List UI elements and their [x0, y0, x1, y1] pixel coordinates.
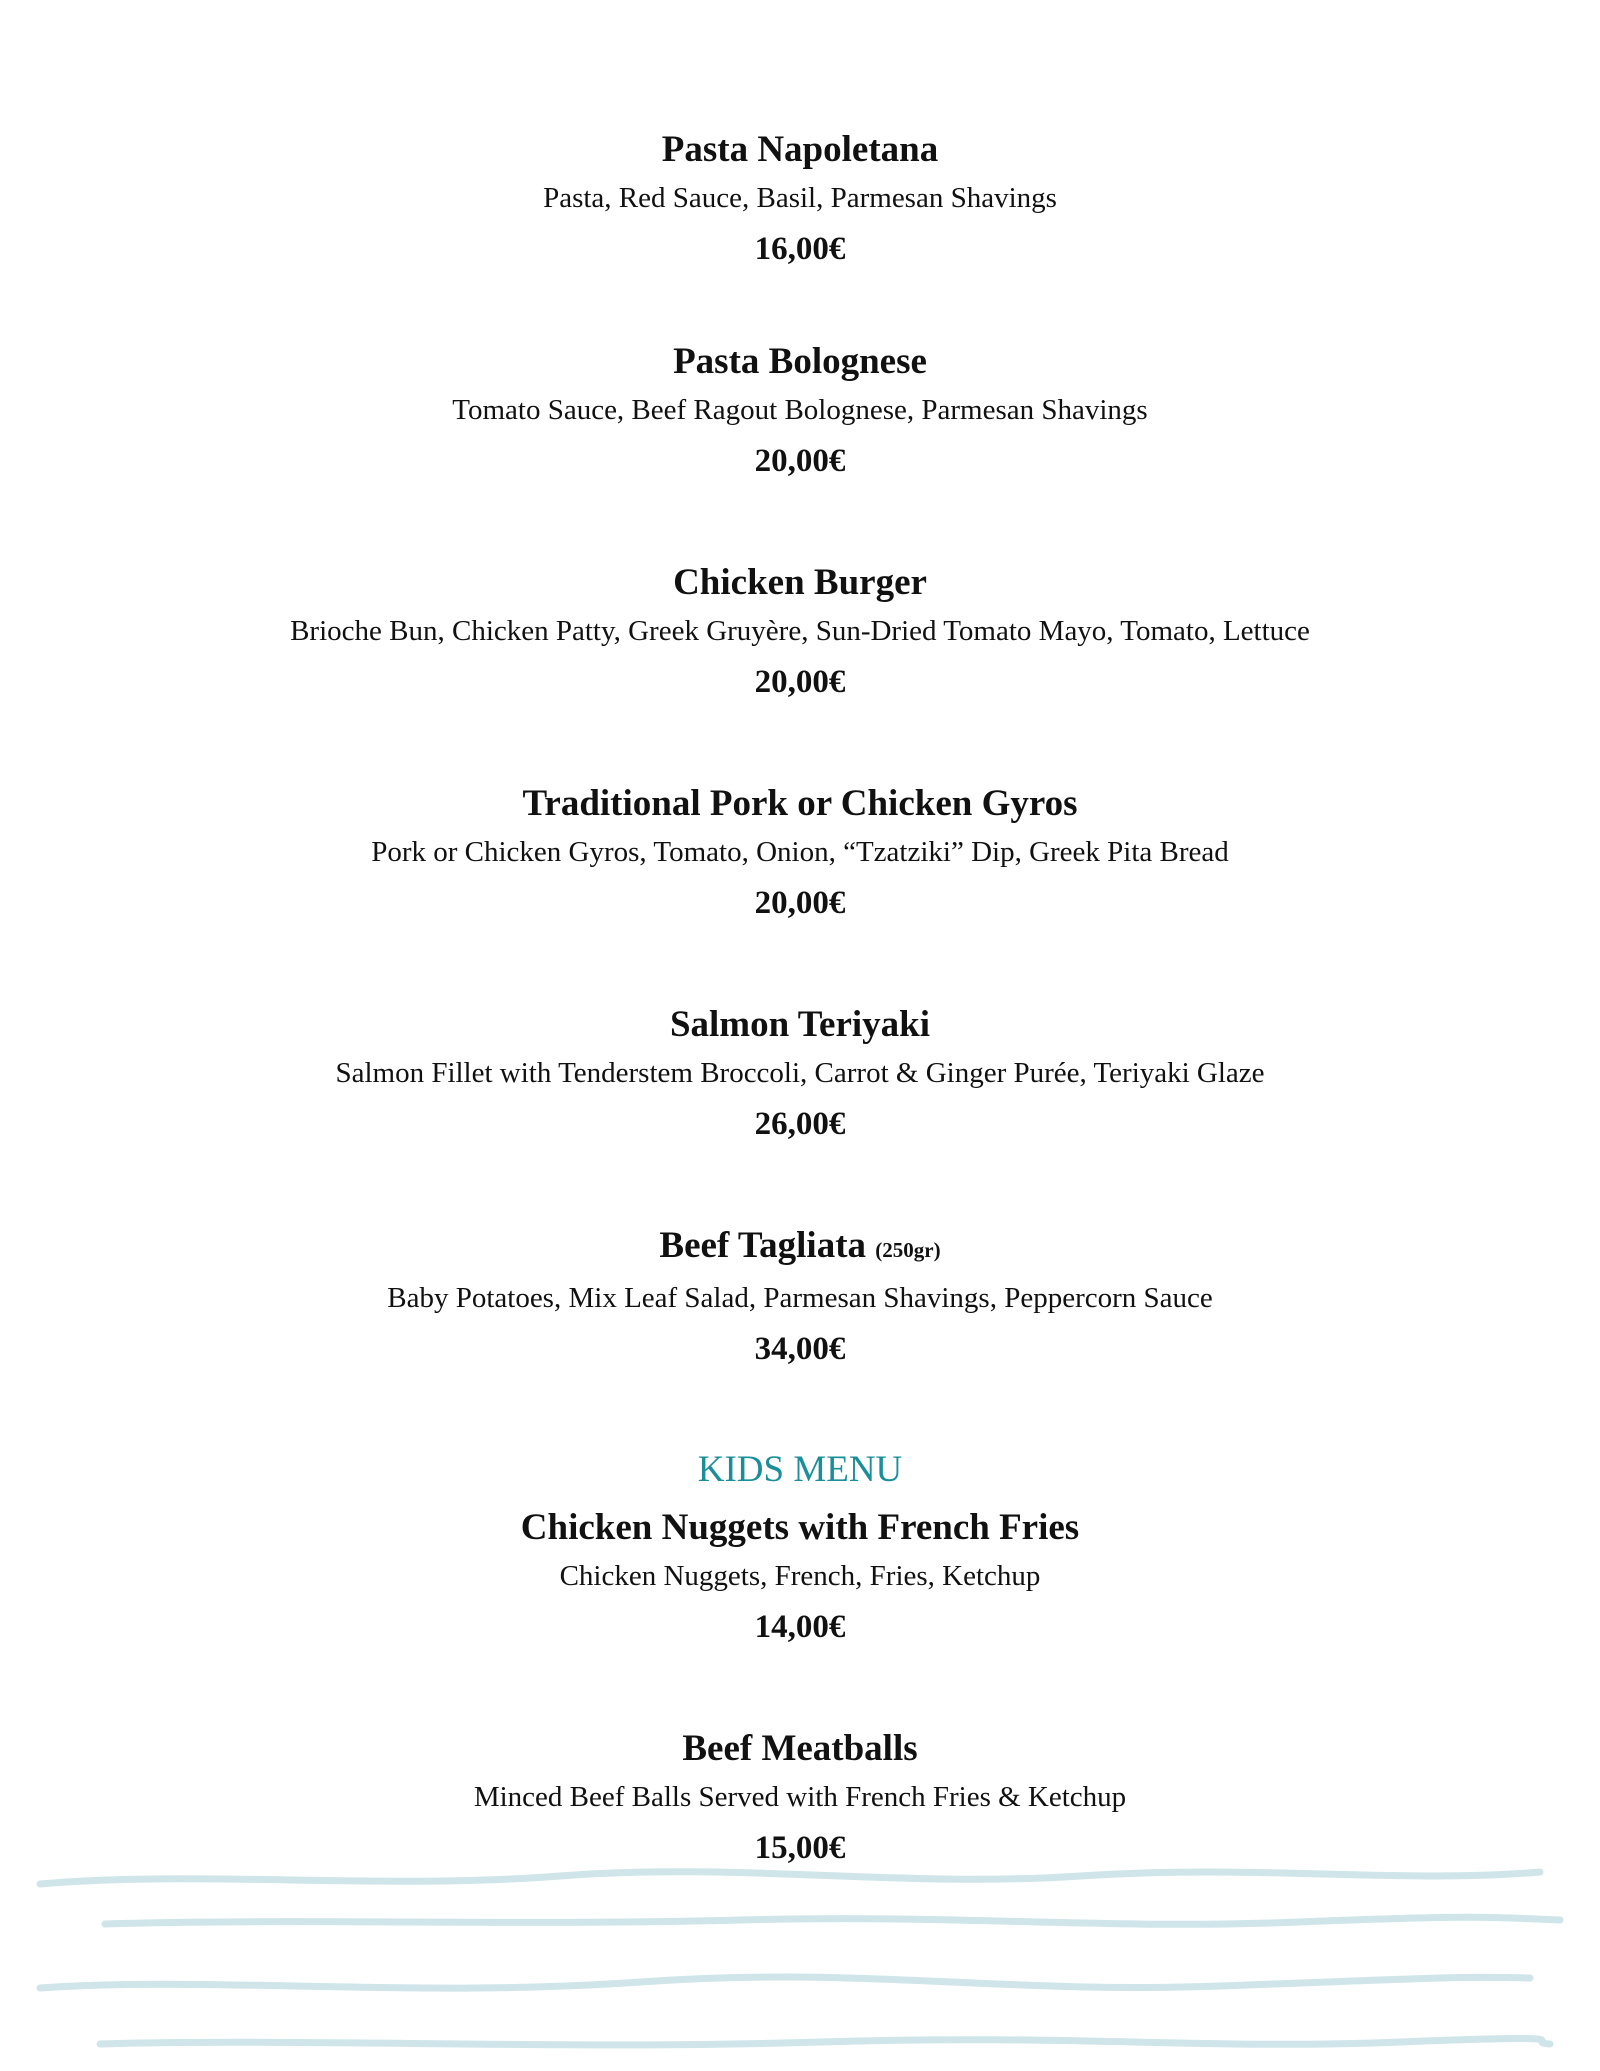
item-weight: (250gr)	[875, 1238, 941, 1262]
menu-item	[0, 1003, 1600, 1149]
item-name: Salmon Teriyaki	[669, 1004, 931, 1045]
item-description: Pasta, Red Sauce, Basil, Parmesan Shavings	[543, 182, 1057, 214]
item-description: Chicken Nuggets, French, Fries, Ketchup	[559, 1560, 1041, 1592]
item-price: 20,00€	[754, 885, 846, 921]
kids-menu-item	[0, 1727, 1600, 1873]
item-price: 16,00€	[754, 231, 846, 267]
item-description: Pork or Chicken Gyros, Tomato, Onion, “Tzatziki” Dip, Greek Pita Bread	[371, 836, 1229, 868]
item-price: 34,00€	[754, 1331, 846, 1367]
menu-item	[0, 128, 1600, 274]
item-description: Salmon Fillet with Tenderstem Broccoli, Carrot & Ginger Purée, Teriyaki Glaze	[335, 1057, 1265, 1089]
item-name: Beef Tagliata (250gr)	[659, 1225, 941, 1266]
item-name: Pasta Bolognese	[673, 341, 927, 382]
kids-menu-title: KIDS MENU	[697, 1449, 903, 1490]
wave-line	[100, 2039, 1550, 2045]
menu-item	[0, 340, 1600, 486]
item-price: 26,00€	[754, 1106, 846, 1142]
kids-menu-item	[0, 1506, 1600, 1652]
item-price: 14,00€	[754, 1609, 846, 1645]
menu-item	[0, 782, 1600, 928]
item-price: 20,00€	[754, 664, 846, 700]
item-price: 20,00€	[754, 443, 846, 479]
item-description: Tomato Sauce, Beef Ragout Bolognese, Parmesan Shavings	[452, 394, 1148, 426]
item-description: Brioche Bun, Chicken Patty, Greek Gruyère, Sun-Dried Tomato Mayo, Tomato, Lettuce	[290, 615, 1310, 647]
item-description: Baby Potatoes, Mix Leaf Salad, Parmesan Shavings, Peppercorn Sauce	[387, 1282, 1213, 1314]
item-name: Traditional Pork or Chicken Gyros	[522, 783, 1078, 824]
item-name: Pasta Napoletana	[661, 129, 939, 170]
item-price: 15,00€	[754, 1830, 846, 1866]
wave-decoration	[0, 1860, 1600, 2071]
menu-item	[0, 1224, 1600, 1374]
item-description: Minced Beef Balls Served with French Fries & Ketchup	[473, 1781, 1127, 1813]
wave-line	[40, 1977, 1530, 1988]
wave-line	[105, 1917, 1560, 1924]
menu-item	[0, 561, 1600, 707]
item-name: Beef Meatballs	[682, 1728, 918, 1769]
wave-line	[40, 1872, 1540, 1884]
item-name: Chicken Burger	[673, 562, 927, 603]
item-name: Chicken Nuggets with French Fries	[520, 1507, 1080, 1548]
